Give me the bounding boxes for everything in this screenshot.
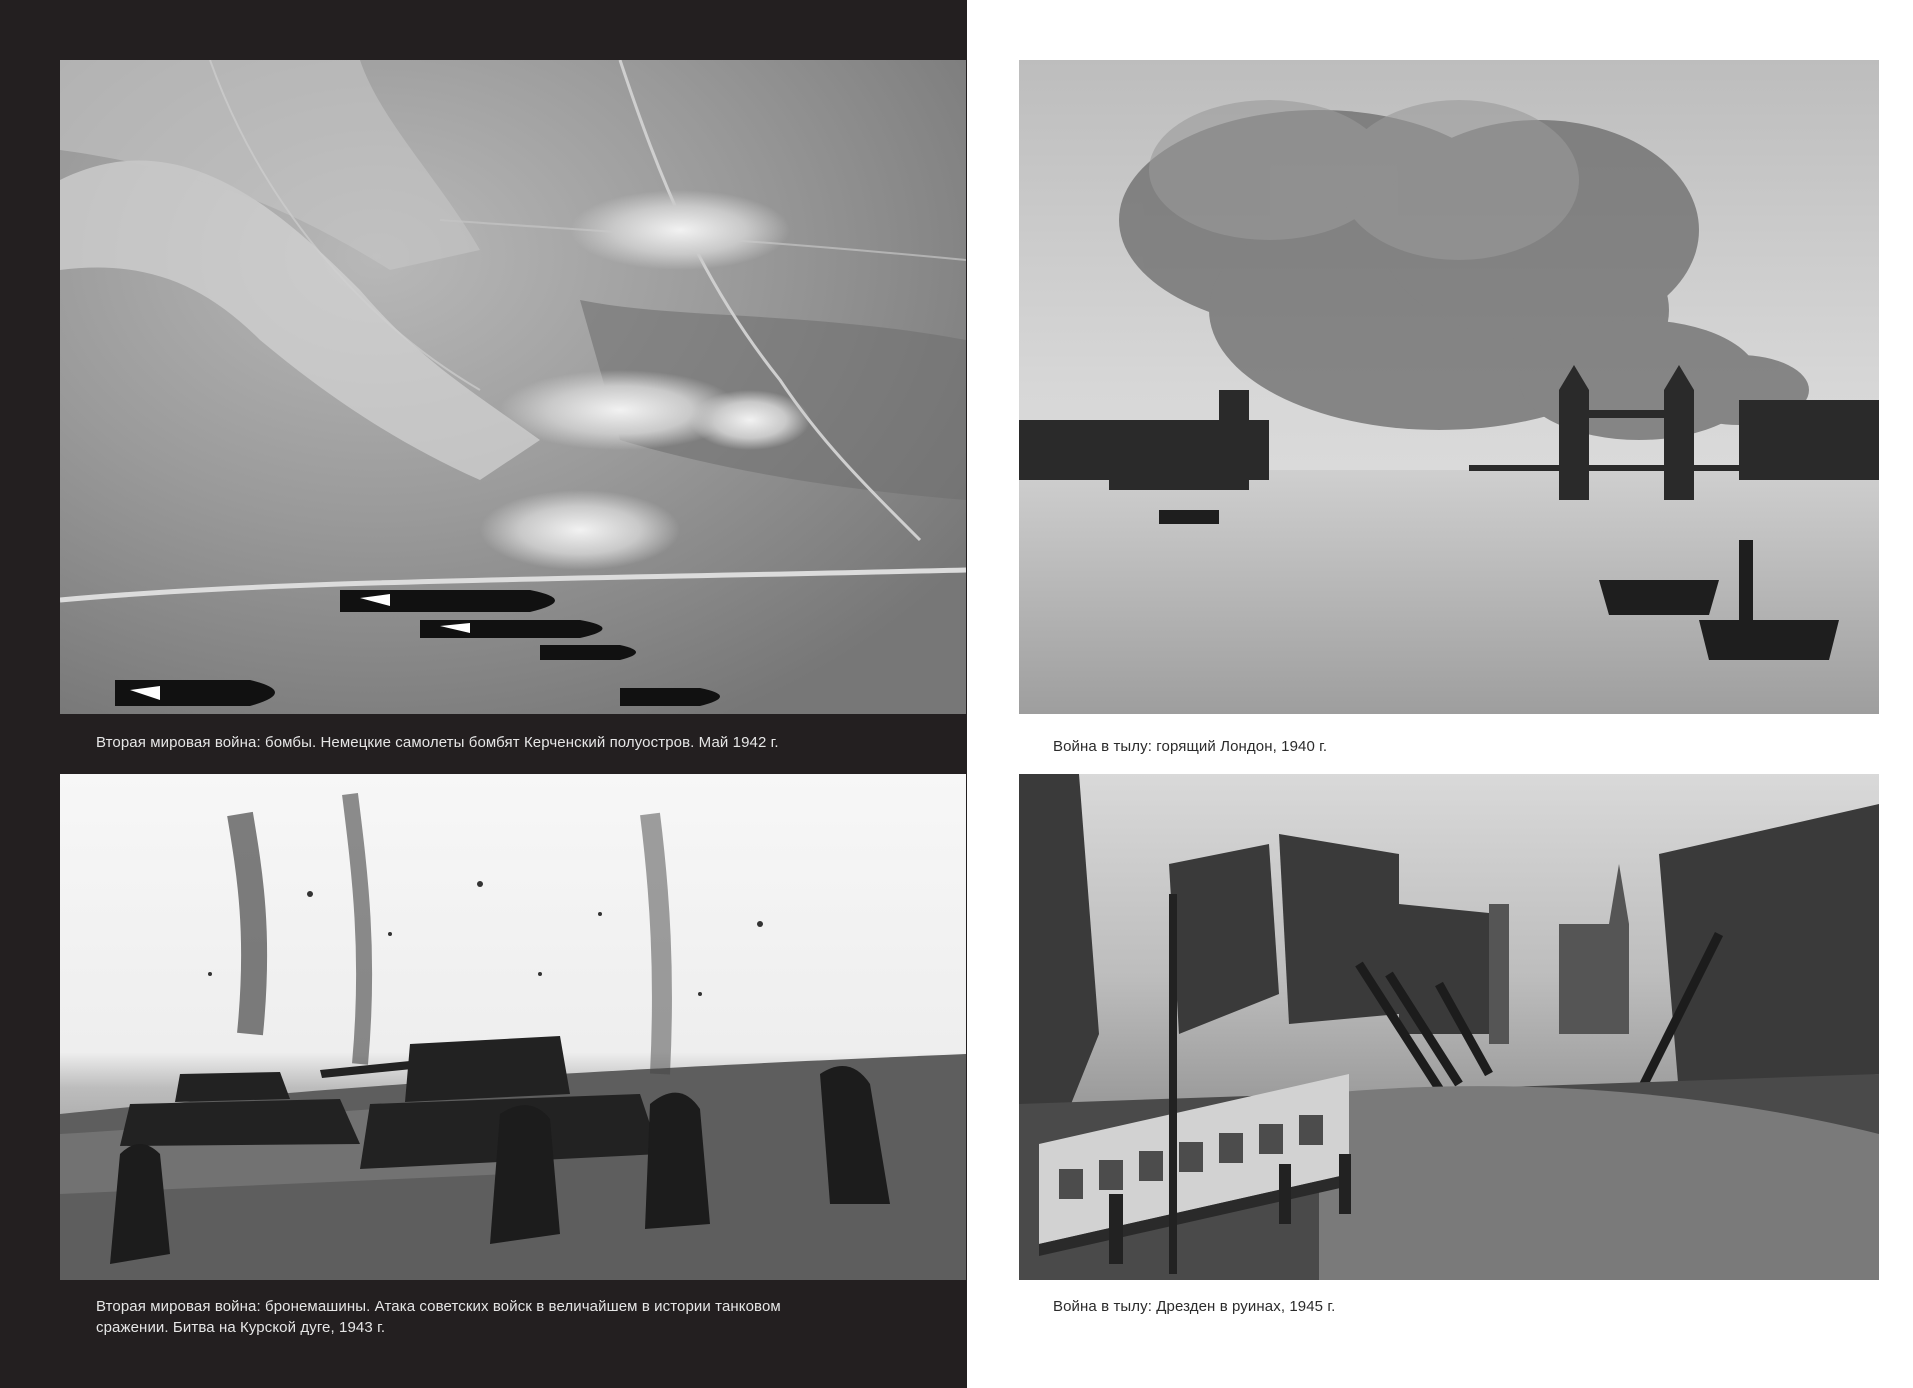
photo-kursk-battle [60, 774, 966, 1280]
caption-dresden-ruins: Война в тылу: Дрезден в руинах, 1945 г. [1053, 1298, 1336, 1315]
caption-kursk-line-2: сражении. Битва на Курской дуге, 1943 г. [96, 1319, 386, 1336]
photo-london-burning [1019, 60, 1879, 714]
photo-kerch-bombing [60, 60, 966, 714]
photo-dresden-ruins [1019, 774, 1879, 1280]
right-page [967, 0, 1913, 1388]
caption-london-burning: Война в тылу: горящий Лондон, 1940 г. [1053, 738, 1328, 755]
caption-kerch-bombing: Вторая мировая война: бомбы. Немецкие самолеты бомбят Керченский полуостров. Май 1942 г. [96, 734, 779, 751]
caption-kursk-line-1: Вторая мировая война: бронемашины. Атака советских войск в величайшем в истории танковом [96, 1298, 781, 1315]
